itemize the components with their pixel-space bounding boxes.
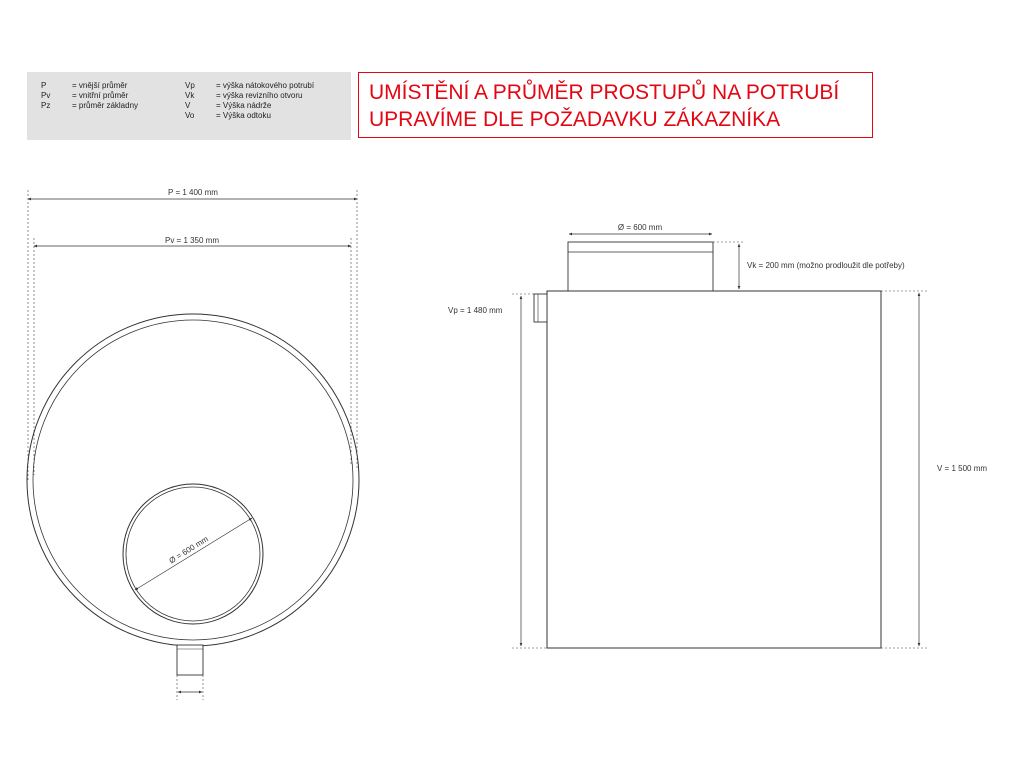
legend-description: = vnější průměr: [72, 81, 128, 90]
vk-label: Vk = 200 mm (možno prodloužit dle potřeby): [747, 261, 905, 270]
legend-symbol: Vk: [185, 91, 195, 100]
legend-description: = výška revizního otvoru: [216, 91, 303, 100]
legend-symbol: Vo: [185, 111, 195, 120]
legend-description: = Výška nádrže: [216, 101, 272, 110]
legend-description: = výška nátokového potrubí: [216, 81, 315, 90]
notice-line-2: UPRAVÍME DLE POŽADAVKU ZÁKAZNÍKA: [369, 108, 781, 131]
legend-description: = Výška odtoku: [216, 111, 271, 120]
legend-symbol: Vp: [185, 81, 195, 90]
inlet-pipe: [534, 294, 547, 322]
notice-line-1: UMÍSTĚNÍ A PRŮMĚR PROSTUPŮ NA POTRUBÍ: [369, 81, 840, 104]
tank-body: [547, 291, 881, 648]
outer-diameter-label: P = 1 400 mm: [168, 188, 218, 197]
legend-symbol: P: [41, 81, 47, 90]
revision-neck: [568, 242, 713, 291]
top-view: [27, 188, 359, 700]
inner-diameter-label: Pv = 1 350 mm: [164, 236, 220, 245]
opening-diameter-label: Ø = 600 mm: [167, 534, 210, 566]
legend-symbol: Pv: [41, 91, 51, 100]
v-label: V = 1 500 mm: [937, 464, 988, 473]
legend-description: = vnitřní průměr: [72, 91, 129, 100]
side-view: [448, 223, 987, 648]
top-opening-label: Ø = 600 mm: [617, 223, 663, 232]
tank-inner-wall: [33, 320, 353, 640]
vp-label: Vp = 1 480 mm: [448, 306, 503, 315]
tank-outer-wall: [27, 314, 359, 646]
legend-symbol: V: [185, 101, 191, 110]
opening-diameter-dimension-line: [135, 518, 252, 590]
legend-symbol: Pz: [41, 101, 51, 110]
legend-description: = průměr základny: [72, 101, 139, 110]
outlet-pipe: [177, 645, 203, 675]
